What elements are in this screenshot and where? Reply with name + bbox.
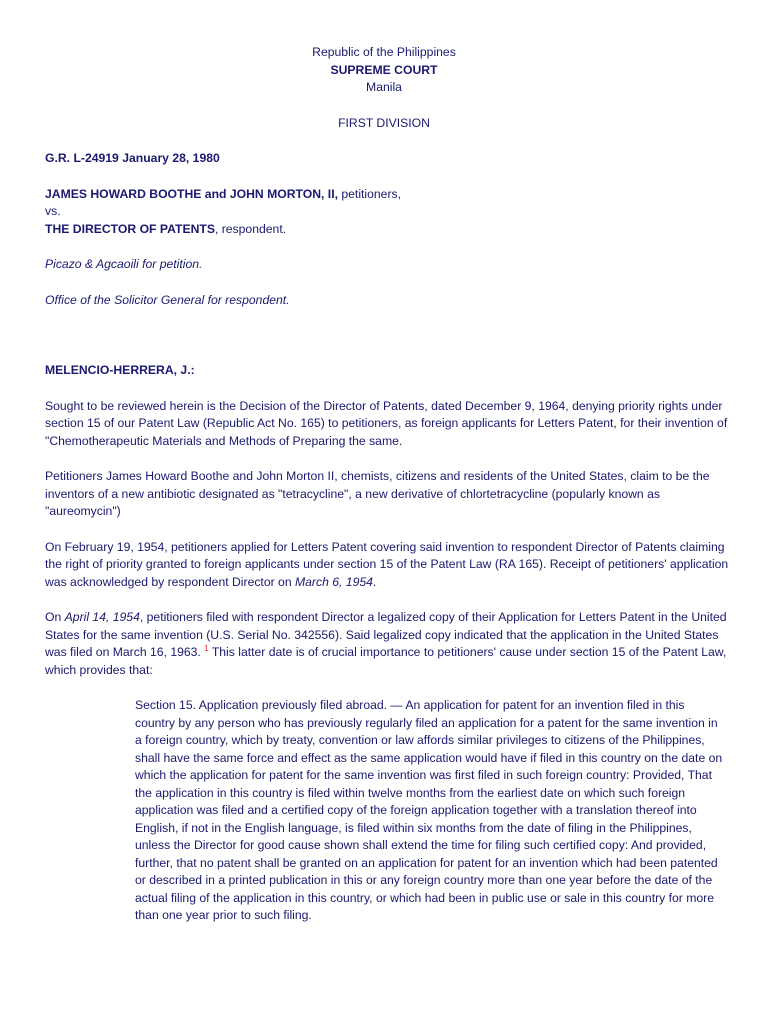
footnote-link[interactable]: 1 bbox=[204, 643, 209, 653]
division-name: FIRST DIVISION bbox=[338, 115, 430, 130]
petitioners-role: petitioners, bbox=[337, 186, 401, 201]
paragraph-4-text-a: , petitioners filed with respondent Director a legalized copy of their Application for Letters Patent in the United States for the same invention (U.S. Serial No. 342556). Said legalized copy indicated that the application in the United States was filed on March 16, 1963. bbox=[45, 610, 727, 659]
paragraph-3 bbox=[45, 539, 735, 592]
case-number: G.R. L-24919 January 28, 1980 bbox=[45, 151, 220, 165]
court-name: SUPREME COURT bbox=[330, 62, 438, 77]
respondent-line bbox=[45, 221, 735, 239]
petitioners-names: JAMES HOWARD BOOTHE and JOHN MORTON, II, bbox=[45, 186, 338, 201]
statute-quote: Section 15. Application previously filed abroad. — An application for patent for an invention filed in this country by any person who has previously regularly filed an application for a patent for the same invention in a foreign country, which by treaty, convention or law affords similar privileges to citizens of the Philippines, shall have the same force and effect as the same application would have if filed in this country on the date on which the application for patent for the same invention was first filed in such foreign country: Provided, That the application in this country is filed within twelve months from the earliest date on which such foreign application was filed and a certified copy of the foreign application together with a translation thereof into English, if not in the English language, is filed within six months from the date of filing in the Philippines, unless the Director for good cause shown shall extend the time for filing such certified copy: And provided, further, that no patent shall be granted on an application for patent for an invention which had been patented or described in a printed publication in this or any foreign country more than one year before the date of the actual filing of the application in this country, or which had been in public use or sale in this country for more than one year prior to such filing. bbox=[135, 698, 723, 922]
document-page bbox=[45, 44, 735, 925]
respondent-name: THE DIRECTOR OF PATENTS bbox=[45, 221, 215, 236]
paragraph-3-text: On February 19, 1954, petitioners applied for Letters Patent covering said invention to respondent Director of Patents claiming the right of priority granted to foreign applicants under section 15 of the Patent Law (RA 165). Receipt of petitioners' application was acknowledged by respondent Director on bbox=[45, 539, 729, 589]
paragraph-3-end: . bbox=[372, 574, 377, 589]
paragraph-4 bbox=[45, 609, 735, 679]
paragraph-4-text-b: This latter date is of crucial importance to petitioners' cause under section 15 of the Patent Law, which provides that: bbox=[45, 645, 727, 677]
paragraph-1: Sought to be reviewed herein is the Decision of the Director of Patents, dated December 9, 1964, denying priority rights under section 15 of our Patent Law (Republic Act No. 165) to petitioners, as foreign applicants for Letters Patent, for their invention of "Chemotherapeutic Materials and Methods of Preparing the same. bbox=[45, 398, 728, 448]
counsel-petition: Picazo & Agcaoili for petition. bbox=[45, 257, 203, 271]
versus-line: vs. bbox=[45, 204, 61, 218]
ponente: MELENCIO-HERRERA, J.: bbox=[45, 363, 195, 377]
paragraph-4-date: April 14, 1954 bbox=[64, 610, 140, 624]
court-header bbox=[0, 44, 768, 132]
court-city: Manila bbox=[366, 80, 402, 94]
respondent-role: , respondent. bbox=[214, 221, 287, 236]
paragraph-2: Petitioners James Howard Boothe and John Morton II, chemists, citizens and residents of the United States, claim to be the inventors of a new antibiotic designated as "tetracycline", a new derivative of chlortetracycline (popularly known as "aureomycin") bbox=[45, 469, 710, 518]
republic-line: Republic of the Philippines bbox=[312, 45, 456, 59]
counsel-respondent: Office of the Solicitor General for respondent. bbox=[45, 292, 290, 307]
petitioners-line bbox=[45, 186, 735, 204]
paragraph-3-date: March 6, 1954 bbox=[295, 574, 373, 589]
paragraph-4-on: On bbox=[45, 610, 65, 624]
